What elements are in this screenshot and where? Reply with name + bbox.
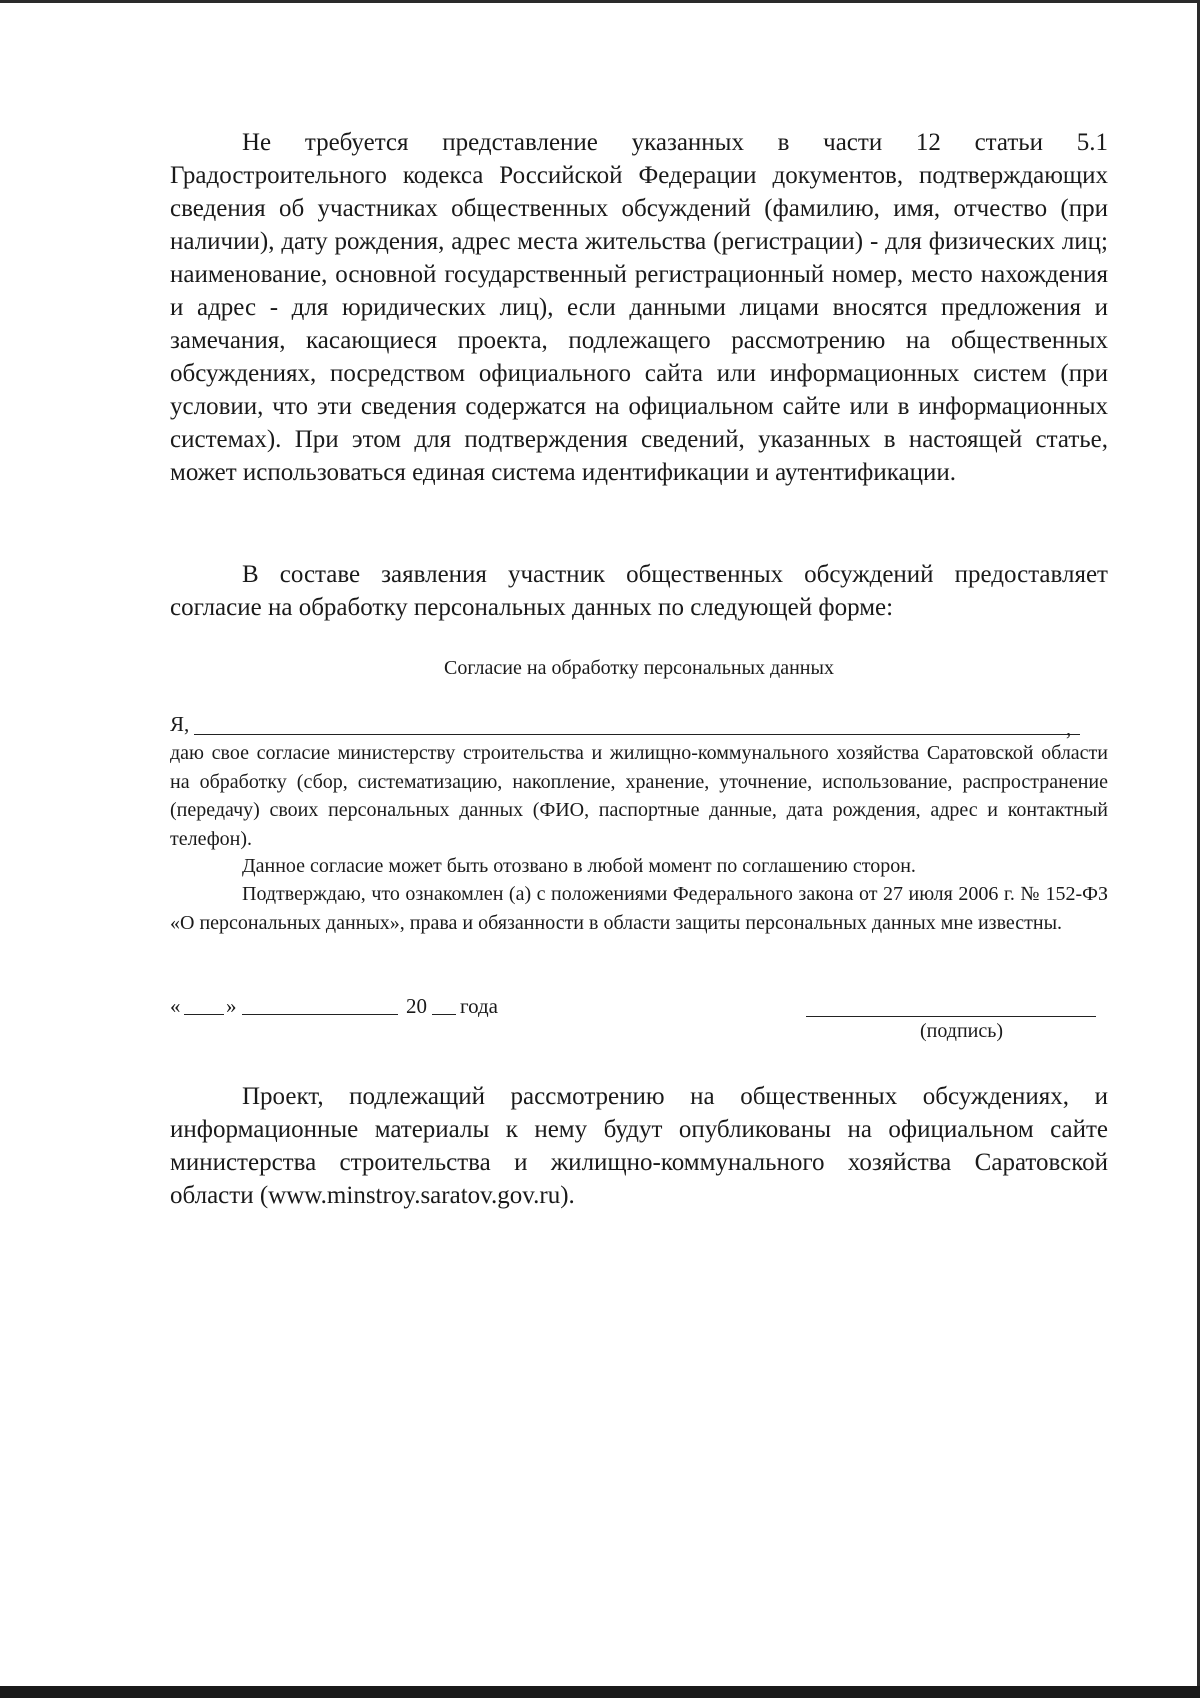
fio-fill-line bbox=[170, 712, 1108, 742]
fio-blank-field[interactable] bbox=[194, 734, 1080, 735]
scan-border-bottom bbox=[0, 1686, 1200, 1698]
date-month-blank[interactable] bbox=[242, 1014, 398, 1015]
paragraph-text: В составе заявления участник общественных обсуждений предоставляет согласие на обработку персональных данных по следующей форме: bbox=[170, 561, 1108, 621]
date-year-blank[interactable] bbox=[432, 1014, 456, 1015]
date-close-quote: » bbox=[226, 994, 237, 1018]
consent-body-2-text: Данное согласие может быть отозвано в любой момент по соглашению сторон. bbox=[242, 855, 916, 877]
signature-caption: (подпись) bbox=[920, 1020, 1004, 1042]
date-open-quote: « bbox=[170, 994, 181, 1018]
consent-body-3-text: Подтверждаю, что ознакомлен (а) с положениями Федерального закона от 27 июля 2006 г. № 152-ФЗ «О персональных данных», права и обязанности в области защиты персональных данных мне известны. bbox=[170, 883, 1108, 934]
date-year-prefix: 20 bbox=[406, 994, 427, 1018]
consent-body-3 bbox=[170, 880, 1108, 937]
consent-form-title: Согласие на обработку персональных данных bbox=[444, 657, 834, 679]
signature-blank-line[interactable] bbox=[806, 1016, 1096, 1017]
date-year-suffix: года bbox=[460, 994, 498, 1018]
consent-body-2 bbox=[170, 852, 1108, 881]
paragraph-project-publication bbox=[170, 1080, 1108, 1212]
date-day-blank[interactable] bbox=[184, 1014, 224, 1015]
paragraph-consent-intro bbox=[170, 558, 1108, 624]
scan-border-top bbox=[0, 0, 1200, 3]
paragraph-documents-not-required bbox=[170, 126, 1108, 489]
fio-comma: , bbox=[1066, 716, 1072, 740]
consent-body-1: даю свое согласие министерству строительства и жилищно-коммунального хозяйства Саратовской области на обработку (сбор, систематизацию, накопление, хранение, уточнение, использование, распространение (передачу) своих персональных данных (ФИО, паспортные данные, дата рождения, адрес и контактный телефон). bbox=[170, 742, 1108, 850]
paragraph-text: Не требуется представление указанных в части 12 статьи 5.1 Градостроительного кодекса Российской Федерации документов, подтверждающих сведения об участниках общественных обсуждений (фамилию, имя, отчество (при наличии), дату рождения, адрес места жительства (регистрации) - для физических лиц; наименование, основной государственный регистрационный номер, место нахождения и адрес - для юридических лиц), если данными лицами вносятся предложения и замечания, касающиеся проекта, подлежащего рассмотрению на общественных обсуждениях, посредством официального сайта или информационных систем (при условии, что эти сведения содержатся на официальном сайте или в информационных системах). При этом для подтверждения сведений, указанных в настоящей статье, может использоваться единая система идентификации и аутентификации. bbox=[170, 129, 1108, 486]
ya-label: Я, bbox=[170, 712, 190, 736]
paragraph-text: Проект, подлежащий рассмотрению на общественных обсуждениях, и информационные материалы к нему будут опубликованы на официальном сайте министерства строительства и жилищно-коммунального хозяйства Саратовской области (www.minstroy.saratov.gov.ru). bbox=[170, 1083, 1108, 1209]
